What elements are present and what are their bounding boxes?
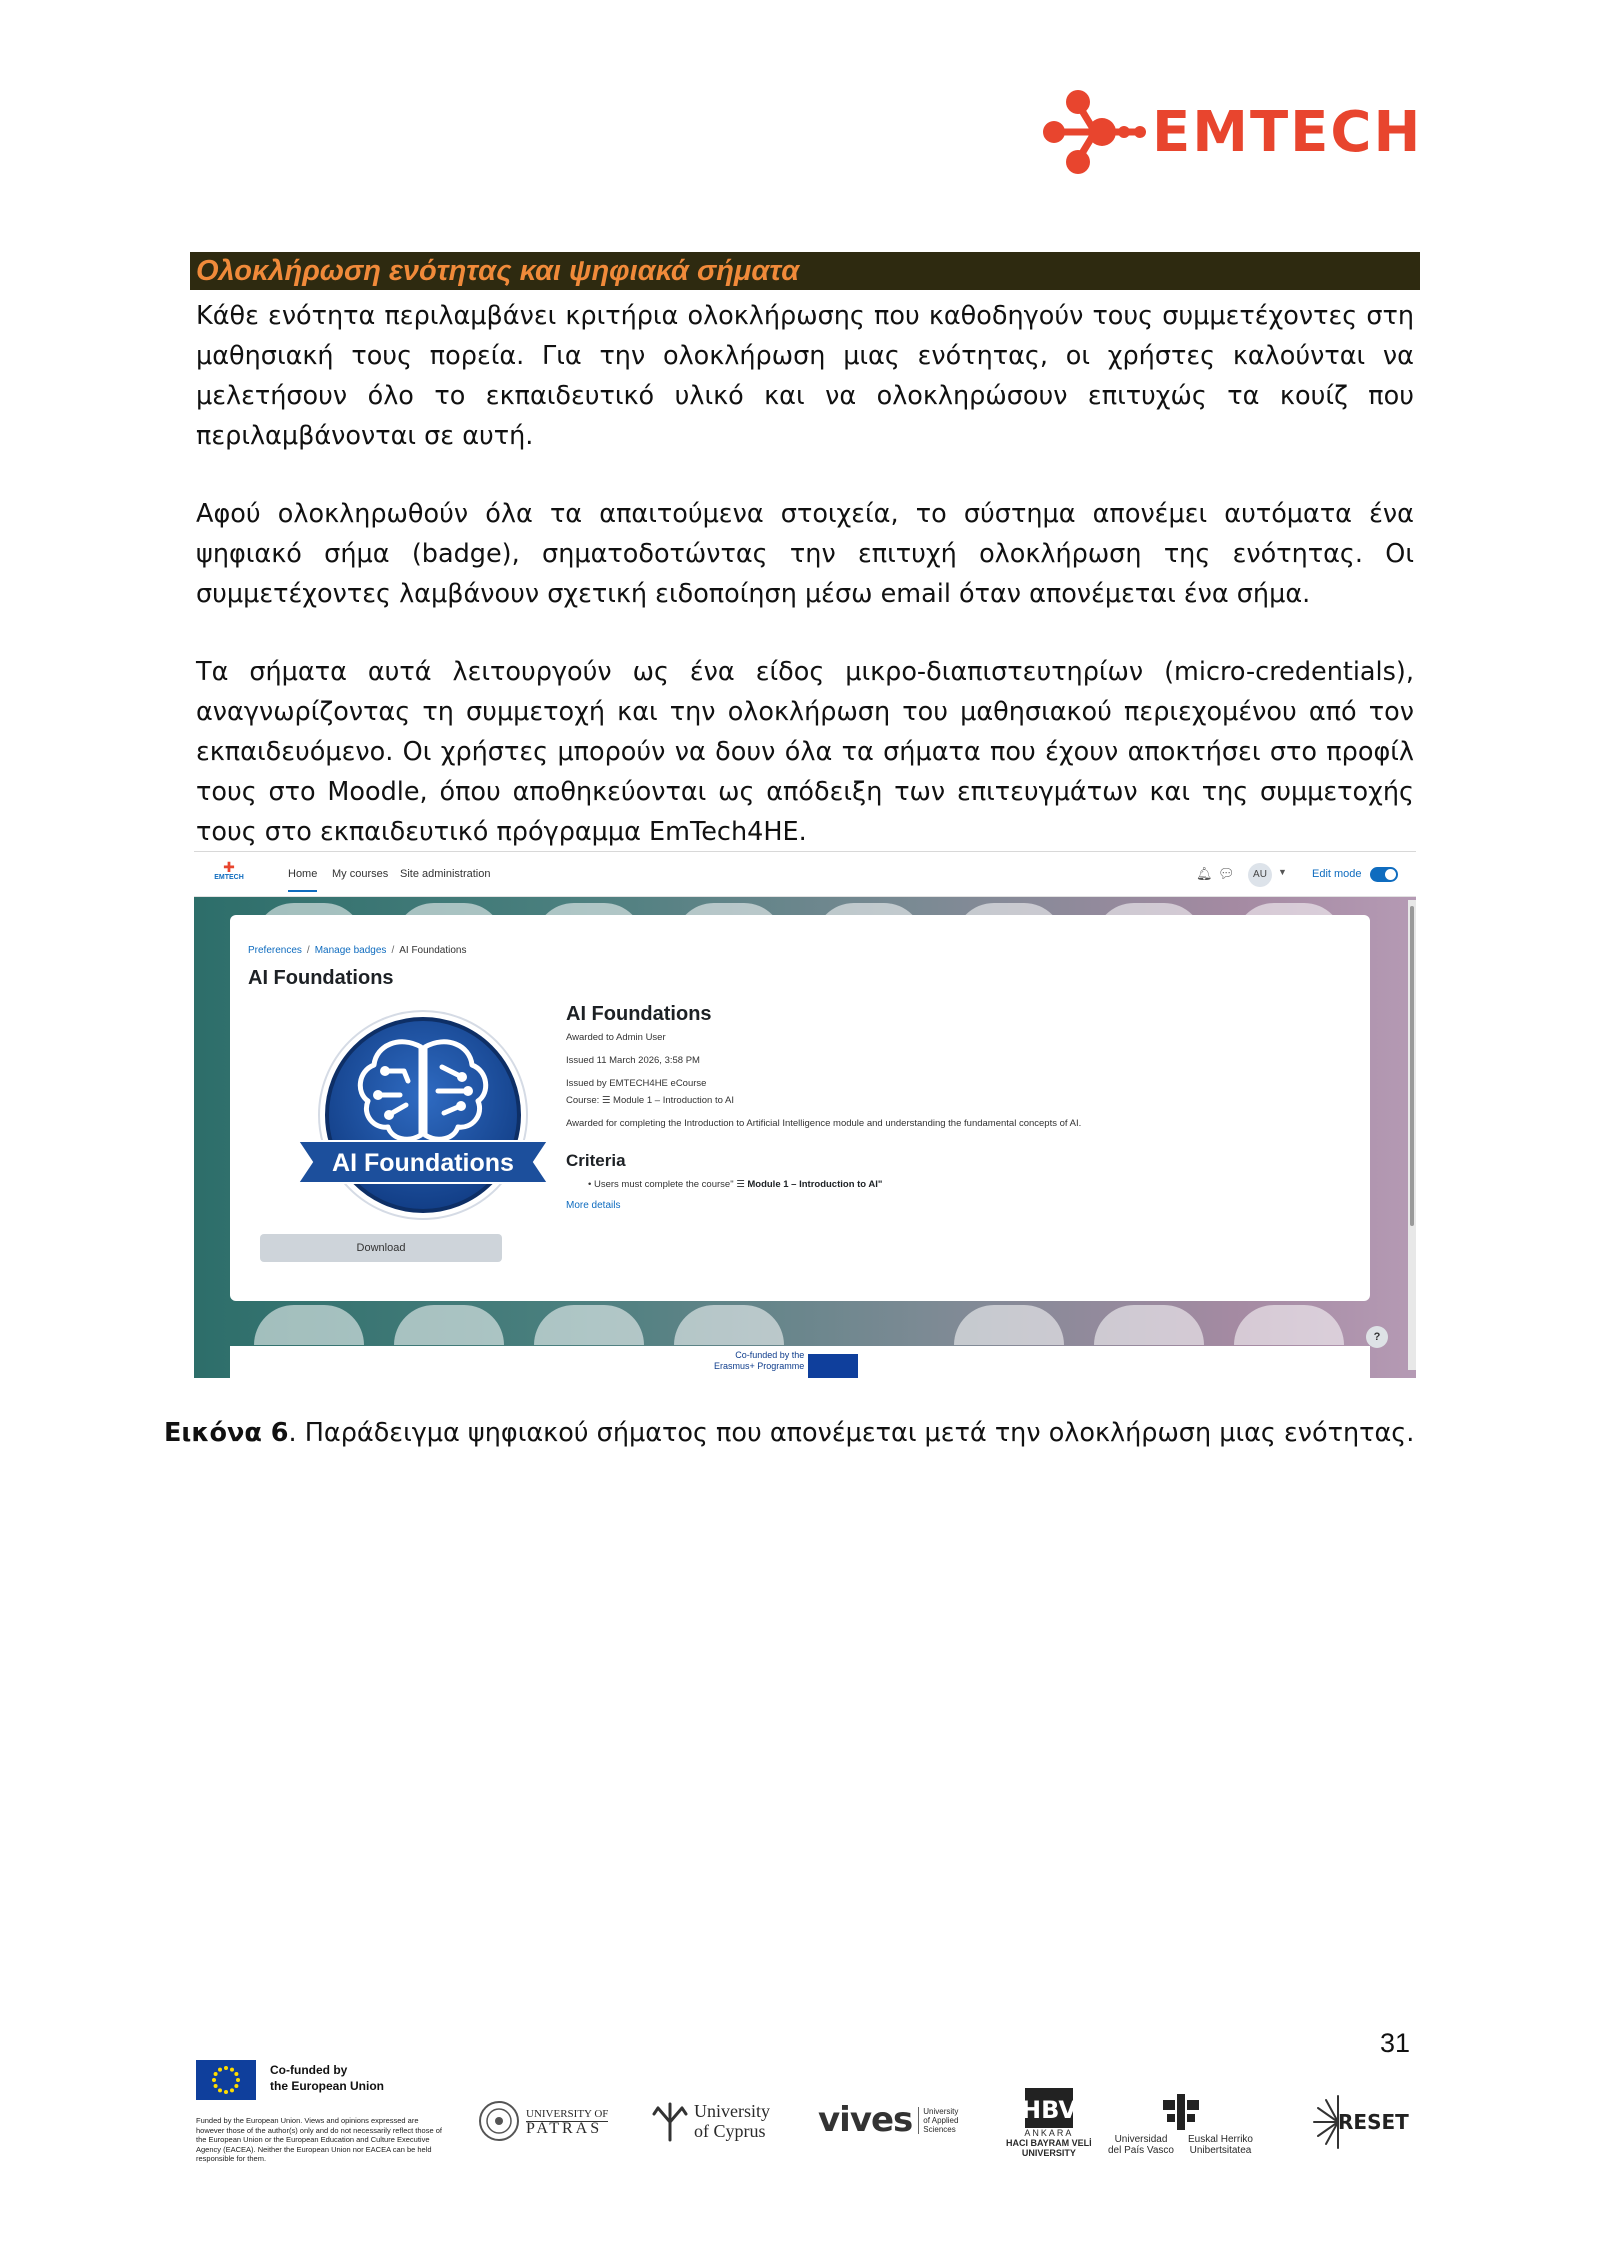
breadcrumb-manage-badges[interactable]: Manage badges (314, 945, 387, 956)
issued-date: Issued 11 March 2026, 3:58 PM (566, 1055, 700, 1066)
decorative-shape (1234, 1305, 1344, 1345)
decorative-shape (674, 1305, 784, 1345)
criteria-heading: Criteria (566, 1151, 626, 1170)
edit-mode-toggle[interactable] (1370, 867, 1398, 882)
nav-my-courses-link[interactable]: My courses (332, 868, 389, 880)
upv-tree-icon (1151, 2090, 1211, 2134)
vives-sub-2: of Applied (923, 2115, 959, 2125)
hbv-line-3: UNIVERSITY (1021, 2148, 1076, 2158)
eu-flag-icon (808, 1354, 858, 1378)
badge-image (288, 1009, 558, 1221)
vives-logo (818, 2100, 958, 2140)
criteria-course: ☰ Module 1 – Introduction to AI" (733, 1179, 883, 1190)
vives-sub-3: Sciences (923, 2124, 956, 2134)
reset-wordmark: RESET (1338, 2110, 1409, 2134)
breadcrumb: Preferences / Manage badges / AI Foundations (248, 945, 467, 956)
cofund-line-2: Erasmus+ Programme (714, 1361, 805, 1371)
more-details-link[interactable]: More details (566, 1200, 621, 1211)
paragraph-micro-credentials: Τα σήματα αυτά λειτουργούν ως ένα είδος μικρο-διαπιστευτηρίων (micro-credentials), αναγνωρίζοντας τη συμμετοχή και την ολοκλήρωση του μαθησιακού περιεχομένου από τον εκπαιδευόμενο. Οι χρήστες μπορούν να δουν όλα τα σήματα που έχουν αποκτήσει στο προφίλ τους στο Moodle, όπου αποθηκεύονται ως απόδειξη των επιτευγμάτων και της συμμετοχής τους στο εκπαιδευτικό πρόγραμμα EmTech4HE. (196, 657, 1414, 847)
badge-label: AI Foundations (332, 1149, 514, 1177)
decorative-shape (394, 1305, 504, 1345)
upv-line-1a: Universidad (1114, 2134, 1168, 2145)
figure-caption-text: . Παράδειγμα ψηφιακού σήματος που απονέμεται μετά την ολοκλήρωση μιας ενότητας. (288, 1418, 1415, 1448)
badge-details (566, 1003, 1346, 1211)
vives-wordmark: vives (818, 2100, 913, 2140)
breadcrumb-preferences[interactable]: Preferences (248, 945, 302, 956)
badge-description: Awarded for completing the Introduction to Artificial Intelligence module and understanding the fundamental concepts of AI. (566, 1118, 1082, 1129)
plus-icon: ✚ (223, 859, 235, 875)
upv-line-1b: del País Vasco (1108, 2145, 1174, 2156)
eu-flag-icon (196, 2060, 256, 2100)
upv-line-2a: Euskal Herriko (1187, 2134, 1253, 2145)
hbv-mark-icon (1020, 2088, 1077, 2128)
chevron-down-icon[interactable]: ▼ (1278, 867, 1287, 877)
upv-ehu-logo (1108, 2090, 1253, 2156)
nav-site-administration-link[interactable]: Site administration (400, 868, 491, 880)
figure-caption (164, 1418, 1414, 1448)
section-heading: Ολοκλήρωση ενότητας και ψηφιακά σήματα (190, 252, 1420, 290)
molecule-logo-icon (1040, 82, 1150, 182)
patras-line-2: PATRAS (526, 2121, 608, 2136)
awarded-to: Awarded to Admin User (566, 1032, 666, 1043)
hbv-line-1: ANKARA (1024, 2128, 1074, 2138)
emtech-logo (1040, 82, 1422, 182)
decorative-shape (534, 1305, 644, 1345)
moodle-badge-screenshot (194, 851, 1416, 1378)
bell-icon[interactable]: 🔔︎ (1196, 866, 1213, 881)
moodle-site-logo[interactable] (212, 860, 246, 881)
paragraph-badge-award: Αφού ολοκληρωθούν όλα τα απαιτούμενα στοιχεία, το σύστημα απονέμει αυτόματα ένα ψηφιακό σήμα (badge), σηματοδοτώντας την επιτυχή ολοκλήρωση της ενότητας. Οι συμμετέχοντες λαμβάνουν σχετική ειδοποίηση μέσω email όταν απονέμεται ένα σήμα. (196, 499, 1414, 609)
logo-text: EMTECH (1152, 99, 1423, 165)
moodle-logo-label: EMTECH (214, 874, 244, 881)
badge-name: AI Foundations (566, 1003, 712, 1025)
moodle-navbar (194, 852, 1416, 897)
cofund-line-1: Co-funded by the (735, 1350, 805, 1360)
breadcrumb-current: AI Foundations (399, 945, 467, 956)
page-title: AI Foundations (248, 967, 394, 989)
figure-label: Εικόνα 6 (164, 1418, 289, 1448)
page-number: 31 (1380, 2028, 1411, 2058)
erasmus-cofund-label (714, 1350, 804, 1372)
hbv-line-2: HACI BAYRAM VELİ (1006, 2138, 1092, 2148)
cyprus-tree-icon (652, 2100, 688, 2142)
nav-home-link[interactable]: Home (288, 868, 317, 892)
issued-by: Issued by EMTECH4HE eCourse (566, 1078, 707, 1089)
chat-icon[interactable]: 💬︎ (1218, 866, 1235, 881)
eu-line-2: the European Union (270, 2079, 384, 2093)
university-of-patras-logo (478, 2100, 608, 2142)
user-avatar[interactable]: AU (1248, 863, 1272, 887)
decorative-shape (254, 1305, 364, 1345)
paragraph-completion-criteria: Κάθε ενότητα περιλαμβάνει κριτήρια ολοκλήρωσης που καθοδηγούν τους συμμετέχοντες στη μαθησιακή τους πορεία. Για την ολοκλήρωση μιας ενότητας, οι χρήστες καλούνται να μελετήσουν όλο το εκπαιδευτικό υλικό και να ολοκληρώσουν επιτυχώς τα κουίζ που περιλαμβάνονται σε αυτή. (196, 301, 1414, 451)
download-button[interactable]: Download (260, 1234, 502, 1262)
page-scrollbar[interactable] (1408, 900, 1416, 1370)
patras-line-1: UNIVERSITY OF (526, 2107, 609, 2120)
cyprus-line-1: University (694, 2101, 770, 2121)
svg-text:HBV: HBV (1020, 2096, 1077, 2124)
badge-card (230, 915, 1370, 1301)
eu-disclaimer: Funded by the European Union. Views and opinions expressed are however those of the author(s) only and do not necessarily reflect those of the European Union or the European Education and Culture Executive Agency (EACEA). Neither the European Union nor EACEA can be held responsible for them. (196, 2116, 442, 2164)
reset-logo (1310, 2094, 1409, 2150)
course-line: Course: ☰ Module 1 – Introduction to AI (566, 1095, 734, 1106)
decorative-shape (1094, 1305, 1204, 1345)
help-button[interactable]: ? (1366, 1326, 1388, 1348)
edit-mode-label: Edit mode (1312, 868, 1362, 880)
upv-line-2b: Unibertsitatea (1189, 2145, 1252, 2156)
eu-cofund-label (270, 2062, 384, 2094)
eu-line-1: Co-funded by (270, 2063, 348, 2077)
haci-bayram-veli-logo (1006, 2088, 1092, 2158)
university-of-cyprus-logo (652, 2100, 770, 2142)
decorative-shape (954, 1305, 1064, 1345)
patras-seal-icon (478, 2100, 520, 2142)
criteria-text: Users must complete the course" (593, 1179, 734, 1190)
criteria-item: • Users must complete the course" ☰ Module 1 – Introduction to AI" (588, 1179, 883, 1190)
cyprus-line-2: of Cyprus (694, 2121, 766, 2141)
vives-sub-1: University (923, 2106, 959, 2116)
